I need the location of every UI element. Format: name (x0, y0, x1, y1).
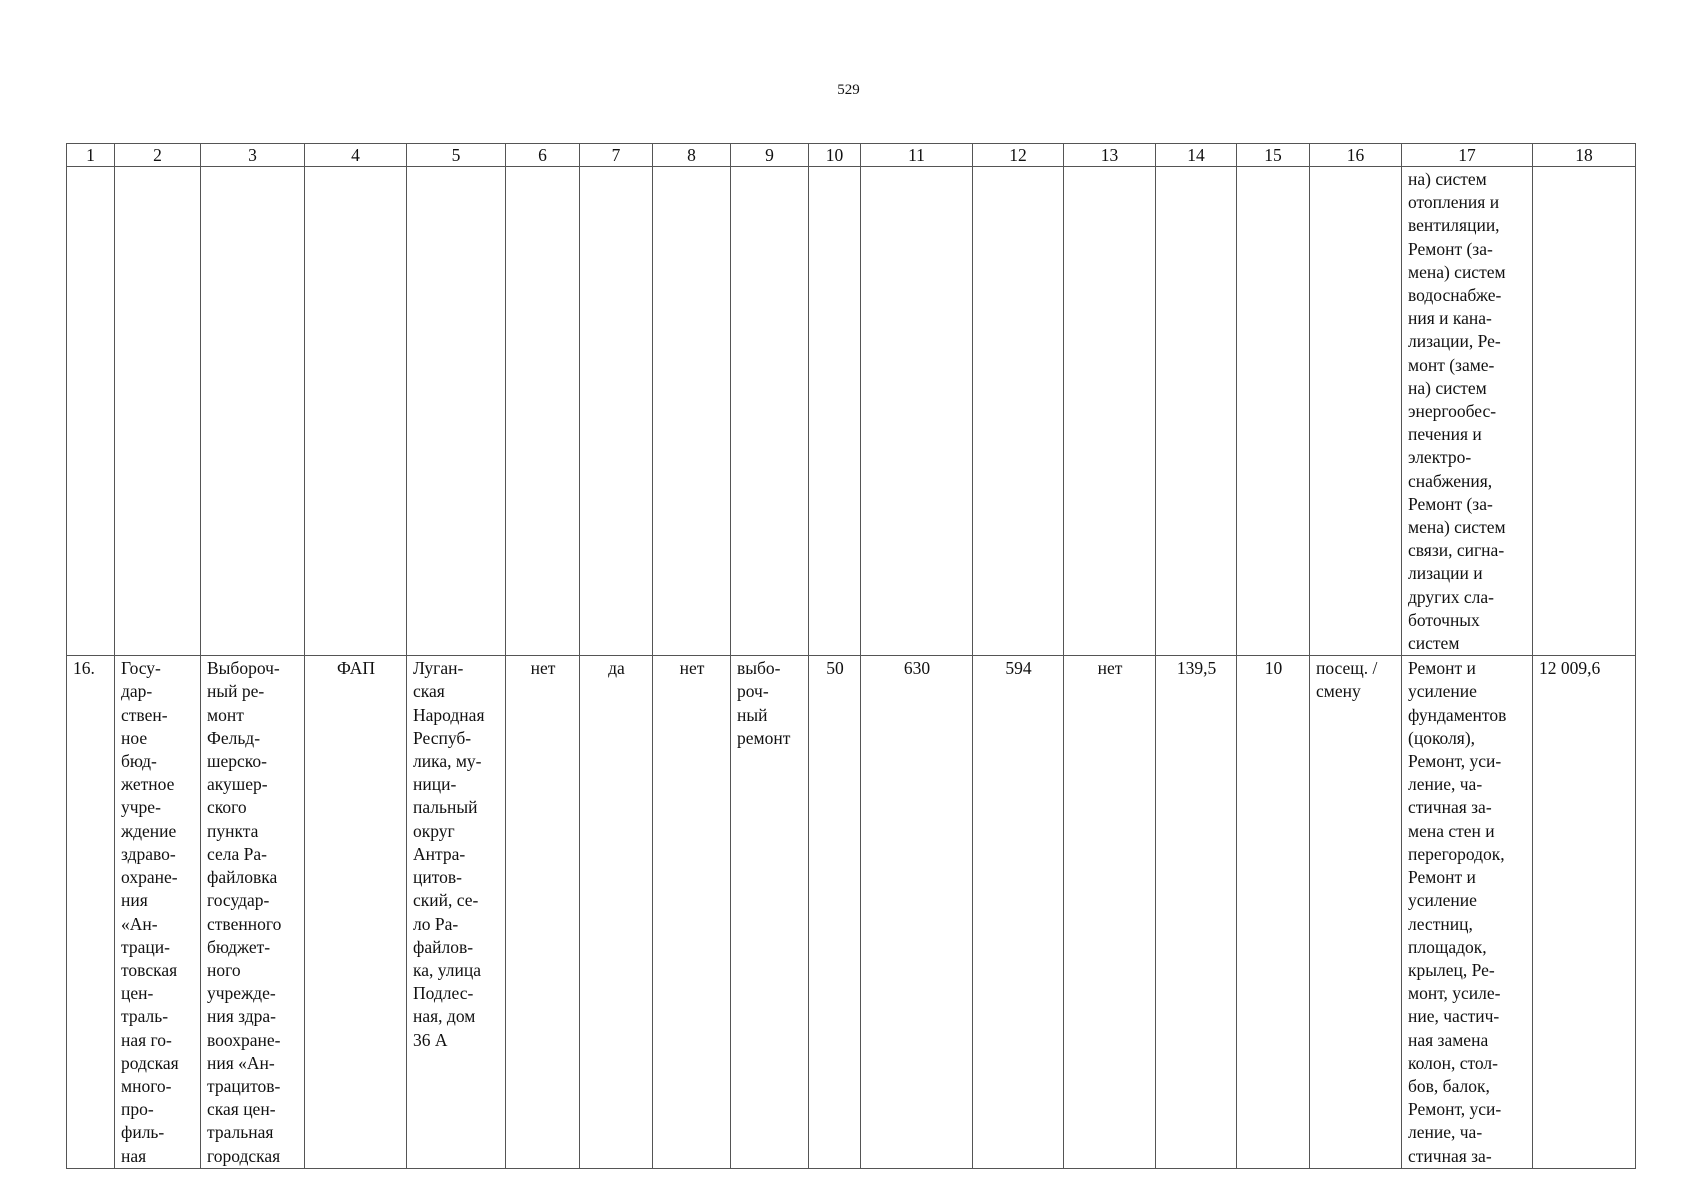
page-number: 529 (837, 82, 860, 98)
table-cell (731, 167, 809, 656)
object-type-cell: ФАП (305, 656, 407, 1168)
table-cell (201, 167, 305, 656)
column-number: 8 (653, 144, 731, 167)
column-number: 3 (201, 144, 305, 167)
table-cell: нет (1064, 656, 1156, 1168)
column-number: 1 (67, 144, 115, 167)
column-number: 9 (731, 144, 809, 167)
column-number: 17 (1402, 144, 1533, 167)
continuation-row (67, 167, 1636, 656)
column-number: 4 (305, 144, 407, 167)
column-number: 11 (861, 144, 973, 167)
table-cell (506, 167, 580, 656)
table-cell (861, 167, 973, 656)
table-cell: 594 (973, 656, 1064, 1168)
cost-cell: 12 009,6 (1533, 656, 1636, 1168)
column-number: 5 (407, 144, 506, 167)
table-cell (407, 167, 506, 656)
work-types-cell: на) систем отопления и вентиляции, Ремонт (за- мена) систем водоснабже- ния и кана- лизации, Ре- монт (заме- на) систем энергообес- печения и электро- снабжения, Ремонт (за- мена) систем связи, сигна- лизации и других сла- боточных систем (1402, 167, 1533, 656)
column-number: 13 (1064, 144, 1156, 167)
column-number: 2 (115, 144, 201, 167)
institution-cell: Госу- дар- ствен- ное бюд- жетное учре- ждение здраво- охране- ния «Ан- траци- товская цен- траль- ная го- родская много- про- филь- ная (115, 656, 201, 1168)
column-number: 6 (506, 144, 580, 167)
table-cell: 630 (861, 656, 973, 1168)
object-table (66, 143, 1636, 1169)
table-cell (653, 167, 731, 656)
repair-type-cell: выбо- роч- ный ремонт (731, 656, 809, 1168)
table-cell (1064, 167, 1156, 656)
column-number: 10 (809, 144, 861, 167)
table-cell (1533, 167, 1636, 656)
object-name-cell: Выбороч- ный ре- монт Фельд- шерско- акушер- ского пункта села Ра- файловка государ- ственного бюджет- ного учрежде- ния здра- воохране- ния «Ан- трацитов- ская цен- тральная городская (201, 656, 305, 1168)
table-cell (305, 167, 407, 656)
table-cell (115, 167, 201, 656)
table-cell: нет (653, 656, 731, 1168)
table-row (67, 656, 1636, 1168)
table-cell (67, 167, 115, 656)
table-cell (1237, 167, 1310, 656)
work-types-cell: Ремонт и усиление фундаментов (цоколя), Ремонт, уси- ление, ча- стичная за- мена стен и перегородок, Ремонт и усиление лестниц, площадок, крылец, Ре- монт, усиле- ние, частич- ная замена колон, стол- бов, балок, Ремонт, уси- ление, ча- стичная за- (1402, 656, 1533, 1168)
row-number-cell: 16. (67, 656, 115, 1168)
table-cell: 10 (1237, 656, 1310, 1168)
table-cell (809, 167, 861, 656)
column-number: 12 (973, 144, 1064, 167)
table-cell (1310, 167, 1402, 656)
column-number: 16 (1310, 144, 1402, 167)
table-cell: да (580, 656, 653, 1168)
table-cell: 50 (809, 656, 861, 1168)
table-cell (973, 167, 1064, 656)
column-number: 18 (1533, 144, 1636, 167)
column-number-row (67, 144, 1636, 167)
table-cell (580, 167, 653, 656)
address-cell: Луган- ская Народная Респуб- лика, му- ници- пальный округ Антра- цитов- ский, се- ло Ра- файлов- ка, улица Подлес- ная, дом 36 А (407, 656, 506, 1168)
table-cell: 139,5 (1156, 656, 1237, 1168)
table-cell: нет (506, 656, 580, 1168)
table-cell (1156, 167, 1237, 656)
column-number: 15 (1237, 144, 1310, 167)
column-number: 7 (580, 144, 653, 167)
unit-cell: посещ. / смену (1310, 656, 1402, 1168)
column-number: 14 (1156, 144, 1237, 167)
